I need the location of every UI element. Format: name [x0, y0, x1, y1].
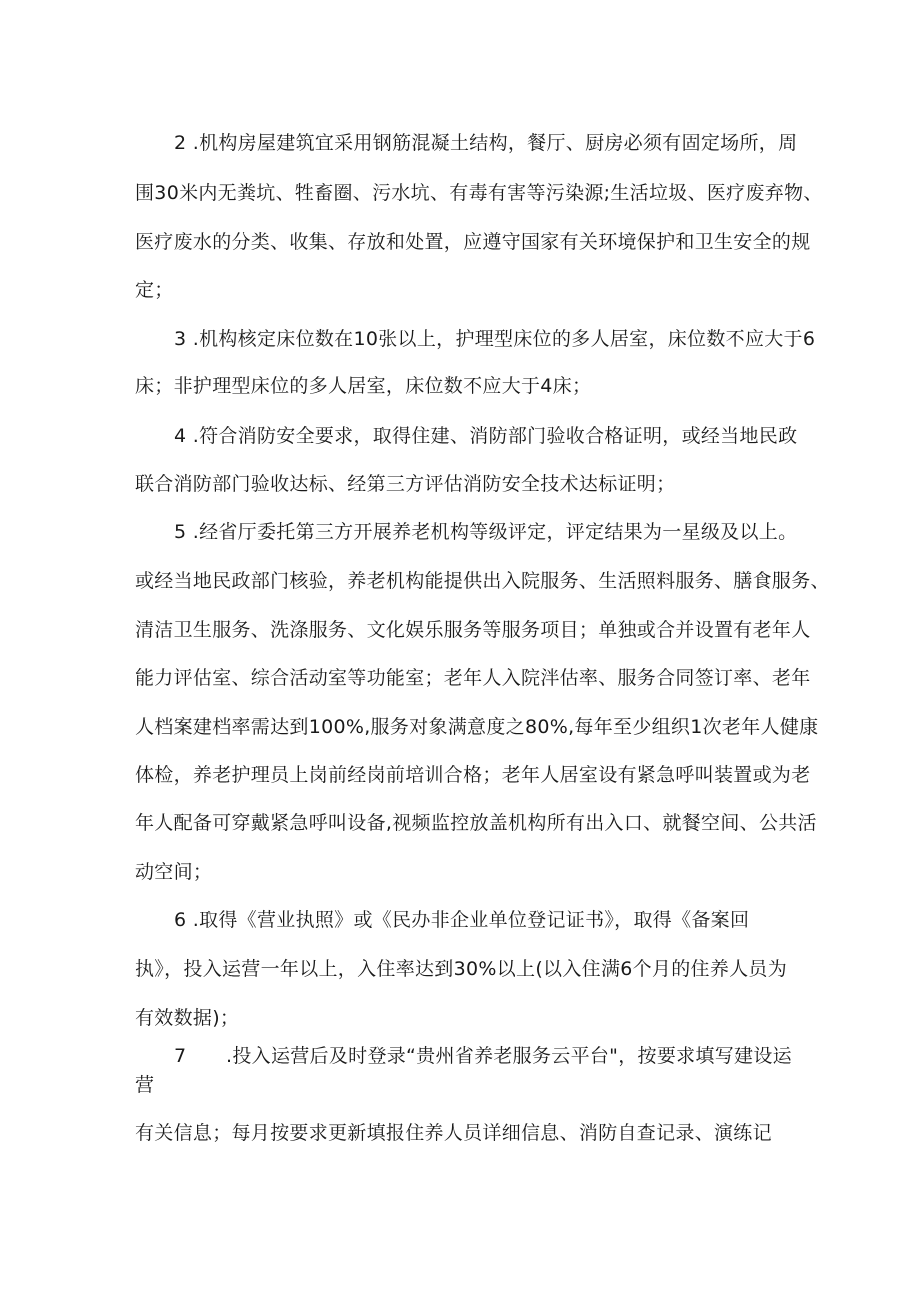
paragraph-7-line-1: .投入运营后及时登录“贵州省养老服务云平台"，按要求填写建设运: [226, 1045, 792, 1067]
paragraph-7-line-2: 营: [135, 1074, 155, 1096]
paragraph-5-line-1: 5 .经省厅委托第三方开展养老机构等级评定，评定结果为一星级及以上。: [174, 521, 798, 543]
paragraph-6-line-1: 6 .取得《营业执照》或《民办非企业单位登记证书》，取得《备案回: [174, 909, 750, 931]
paragraph-4-line-2: 联合消防部门验收达标、经第三方评估消防安全技术达标证明；: [135, 473, 676, 495]
paragraph-6-line-3: 有效数据)；: [135, 1007, 240, 1029]
paragraph-2-line-2: 围30米内无粪坑、牲畜圈、污水坑、有毒有害等污染源;生活垃圾、医疗废弃物、: [135, 182, 823, 204]
paragraph-5-line-3: 清洁卫生服务、洗涤服务、文化娱乐服务等服务项目；单独或合并设置有老年人: [135, 619, 811, 641]
paragraph-5-line-7: 年人配备可穿戴紧急呼叫设备,视频监控放盖机构所有出入口、就餐空间、公共活: [135, 812, 817, 834]
paragraph-2-line-1: 2 .机构房屋建筑宜采用钢筋混凝土结构，餐厅、厨房必须有固定场所，周: [174, 132, 798, 154]
paragraph-2-line-3: 医疗废水的分类、收集、存放和处置，应遵守国家有关环境保护和卫生安全的规: [135, 231, 811, 253]
paragraph-5-line-2: 或经当地民政部门核验，养老机构能提供出入院服务、生活照料服务、膳食服务、: [135, 570, 830, 592]
paragraph-5-line-6: 体检，养老护理员上岗前经岗前培训合格；老年人居室设有紧急呼叫装置或为老: [135, 764, 811, 786]
paragraph-5-line-5: 人档案建档率需达到100%,服务对象满意度之80%,每年至少组织1次老年人健康: [135, 716, 819, 738]
paragraph-7-line-3: 有关信息；每月按要求更新填报住养人员详细信息、消防自查记录、演练记: [135, 1122, 772, 1144]
paragraph-6-line-2: 执》，投入运营一年以上，入住率达到30%以上(以入住满6个月的住养人员为: [135, 958, 788, 980]
paragraph-4-line-1: 4 .符合消防安全要求，取得住建、消防部门验收合格证明，或经当地民政: [174, 425, 798, 447]
paragraph-7-number: 7: [174, 1045, 187, 1067]
paragraph-3-line-2: 床；非护理型床位的多人居室，床位数不应大于4床；: [135, 375, 592, 397]
paragraph-2-line-4: 定；: [135, 279, 174, 301]
paragraph-5-line-4: 能力评估室、综合活动室等功能室；老年人入院泮估率、服务合同签订率、老年: [135, 667, 811, 689]
paragraph-5-line-8: 动空间；: [135, 861, 213, 883]
paragraph-3-line-1: 3 .机构核定床位数在10张以上，护理型床位的多人居室，床位数不应大于6: [174, 328, 816, 350]
